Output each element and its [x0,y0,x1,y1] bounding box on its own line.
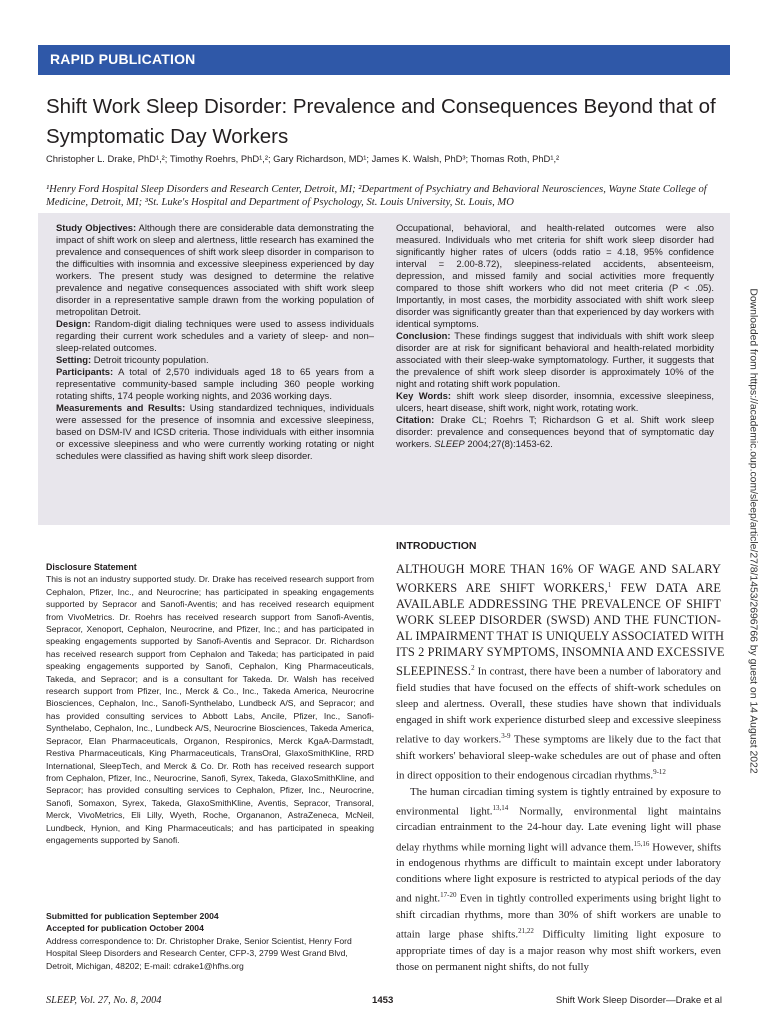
measurements-results-continued: Occupational, behavioral, and health-related outcomes were also measured. Individuals who met criteria for shift work sleep disorder had significantly higher rates of ulcers (odds ratio = 4.18, 95% confidence interval = 2.00-8.72), sleepiness-related accidents, absenteeism, depression, and missed family and social activities more frequently compared to those shift workers who did not meet criteria (P < .05). Importantly, in most cases, the morbidity associated with shift work sleep disorder was significantly greater than that experienced by day workers with identical symptoms. [396,223,714,331]
intro-paragraph-1: ALTHOUGH MORE THAN 16% OF WAGE AND SALARY WORKERS ARE SHIFT WORKERS,$^1$ FEW DATA ARE AVAILABLE ADDRESSING THE PREVALENCE OF SHIFT WORK SLEEP DISORDER (SWSD) AND THE FUNCTION- AL IMPAIRMENT THAT IS UNIQUELY ASSOCIATED WITH ITS 2 PRIMARY SYMPTOMS, INSOMNIA AND EXCESSIVE SLEEPINESS.$^2$ In contrast, there have been a number of laboratory and field studies that have focused on the effects of shift-work schedules on sleep and alertness. Overall, these studies have shown that individuals engaged in shift work experience disturbed sleep and excessive sleepiness relative to day workers.$^{3-9}$ These symptoms are likely due to the fact that shift workers' behavioral sleep-wake schedules are out of phase and often in direct opposition to their endogenous circadian rhythms.$^{9-12}$ [396,562,725,782]
banner-label: RAPID PUBLICATION [50,51,196,67]
address-line-2: Hospital Sleep Disorders and Research Center, CFP-3, 2799 West Grand Blvd, [46,948,348,959]
page-number: 1453 [372,995,394,1006]
section-banner [38,45,730,75]
accepted-date: Accepted for publication October 2004 [46,923,204,934]
download-watermark-text: Downloaded from https://academic.oup.com/sleep/article/27/8/1453/2696766 by guest on 14 August 2022 [747,287,758,774]
citation: Citation: Drake CL; Roehrs T; Richardson G et al. Shift work sleep disorder: prevalence and consequences beyond that of symptomatic day workers. SLEEP 2004;27(8):1453-62. [396,415,714,451]
disclosure-heading: Disclosure Statement [46,562,137,572]
affiliations: ¹Henry Ford Hospital Sleep Disorders and Research Center, Detroit, MI; ²Department of Psychiatry and Behavioral Neurosciences, Wayne State College of Medicine, Detroit, MI; ³St. Luke's Hospital and Department of Psychology, St. Louis University, St. Louis, MO [46,184,707,208]
conclusion: Conclusion: These findings suggest that individuals with shift work sleep disorder are at risk for significant behavioral and health-related morbidity associated with their sleep-wake symptomatology. Further, it suggests that the prevalence of shift work sleep disorder is approximately 10% of the night and rotating shift work population. [396,331,714,391]
key-words: Key Words: shift work sleep disorder, insomnia, excessive sleepiness, ulcers, heart disease, shift work, night work, rotating work. [396,391,714,415]
abstract-right-column [396,223,714,451]
design: Design: Random-digit dialing techniques were used to assess individuals regarding their current work schedules and a variety of sleep- and non–sleep-related outcomes. [56,319,374,355]
intro-paragraph-2: The human circadian timing system is tightly entrained by exposure to environmental light.$^{13,14}$ Normally, environmental light maintains circadian entrainment to the 24-hour day. Late evening light will phase delay rhythms while morning light will advance them.$^{15,16}$ However, shifts in endogenous rhythms are difficult to maintain except under laboratory conditions where light exposure is restricted to atypical periods of the day and night.$^{17-20}$ Even in tightly controlled experiments using bright light to shift circadian rhythms, more than 30% of shift workers are unable to attain large phase shifts.$^{21,22}$ Difficulty limiting light exposure to appropriate times of day is a major reason why most shift workers, even those on permanent night shifts, do not fully [396,785,722,974]
introduction-body [396,561,725,975]
participants: Participants: A total of 2,570 individuals aged 18 to 65 years from a representative community-based sample including 360 people working rotating shifts, 174 people working nights, and 2036 working days. [56,367,374,403]
address-line-3: Detroit, Michigan, 48202; E-mail: cdrake1@hfhs.org [46,960,244,971]
author-list: Christopher L. Drake, PhD¹,²; Timothy Roehrs, PhD¹,²; Gary Richardson, MD¹; James K. Walsh, PhD³; Thomas Roth, PhD¹,² [46,153,560,164]
download-watermark [744,87,761,974]
abstract-left-column [56,223,374,463]
submission-info [46,910,374,972]
setting: Setting: Detroit tricounty population. [56,355,209,367]
journal-footer: SLEEP, Vol. 27, No. 8, 2004 [46,995,162,1006]
running-head: Shift Work Sleep Disorder—Drake et al [555,995,722,1006]
disclosure-statement [46,561,374,846]
article-title: Shift Work Sleep Disorder: Prevalence and Consequences Beyond that of Symptomatic Day Workers [46,95,716,148]
introduction-heading: INTRODUCTION [396,540,477,552]
measurements-results: Measurements and Results: Using standardized techniques, individuals were assessed for the presence of insomnia and excessive sleepiness, based on DSM-IV and ICSD criteria. Those individuals with either insomnia or excessive sleepiness and who were currently working rotating or night schedules were classified as having shift work sleep disorder. [56,403,374,463]
disclosure-text: This is not an industry supported study. Dr. Drake has received research support from Cephalon, Pfizer, Inc., and Neurocrine; has participated in speaking engagements supported by Sepracor and Sanofi-Aventis; and has received research equipment from VivoMetrics. Dr. Roehrs has received research support from Sanofi-Aventis, Sepracor, Xenoport, Cephalon, Neurocrine, and Pfizer, Inc.; and has participated in speaking engagements supported by Sanofi-Aventis and Sepracor. Dr. Richardson has received research support from Cephalon and Takeda; has participated in paid speaking engagements supported by Sanofi, Cephalon, King Pharmaceuticals, Takeda, and Sepracor; and is a consultant for Takeda. Dr. Walsh has received research support from Pfizer, Inc., Merck & Co., Inc., Takeda America, Neurocrine Biosciences, Cephalon, Inc., Sanofi-Synthelabo, Lundbeck A/S, and Sepracor; and has provided consulting services to Abbott Labs, Ancile, Pfizer, Inc., Sanofi-Synthelabo, Cephalon, Inc., Lundbeck A/S, Neurocrine Biosciences, Takeda America, Sepracor, Elan Pharmaceuticals, Organon, Respironics, Merck KgaA-Darmstadt, Restiva Pharmaceuticals, King Pharmaceuticals, TransOral, GlaxoSmithKline, RRD International, SleepTech, and Merck & Co. Dr. Roth has received research support from Cephalon, Pfizer, Inc., Neurocrine, Sanofi, Syrex, Takeda, GlaxoSmithKline, and Sepracor; has provided consulting services to Cephalon, Pfizer, Inc., Neurocrine, Sanofi, Somaxon, Syrex, Takeda, GlaxoSmithKline, Aventis, Sepracor, Transoral, Merck, VivoMetrics, Eli Lilly, Wyeth, Roche, Organanon, AstraZeneca, McNeil, Lundbeck, Hynion, and King Pharmaceuticals; and has participated in speaking engagements supported by Sanofi. [46,574,374,845]
submitted-date: Submitted for publication September 2004 [46,911,219,921]
address-line-1: Address correspondence to: Dr. Christopher Drake, Senior Scientist, Henry Ford [46,935,352,946]
study-objectives: Study Objectives: Although there are considerable data demonstrating the impact of shift work on sleep and alertness, little research has examined the prevalence and consequences of shift work sleep disorder in comparison to the difficulties with insomnia and excessive sleepiness experienced by day workers. The present study was designed to determine the relative prevalence and negative consequences associated with shift work sleep disorder in a representative sample drawn from the working population of metropolitan Detroit. [56,223,375,319]
